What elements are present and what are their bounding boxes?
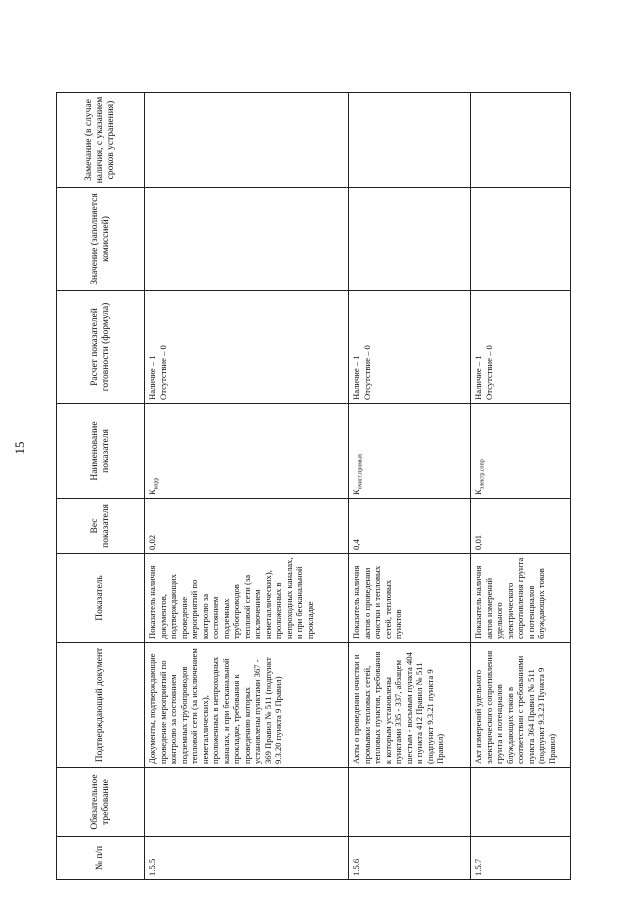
row-indicator: Показатель наличия актов о проведении очистки и тепловых сетей, тепловых пунктов: [349, 554, 471, 643]
row-note: [349, 93, 471, 188]
table-row: [145, 93, 349, 880]
row-note: [471, 93, 571, 188]
header-document: Подтверждающий документ: [57, 643, 145, 768]
row-indicator-name: [471, 404, 571, 499]
calc-present: Наличие – 1: [473, 355, 483, 400]
row-weight: 0,02: [145, 499, 349, 554]
row-indicator-name: [145, 404, 349, 499]
header-num: № п/п: [57, 837, 145, 880]
row-weight: 0,01: [471, 499, 571, 554]
row-requirement: [349, 768, 471, 837]
header-note: Замечание (в случае наличия, с указанием сроков устранения): [57, 93, 145, 188]
requirements-table-page: [56, 96, 570, 880]
row-note: [145, 93, 349, 188]
row-weight: 0,4: [349, 499, 471, 554]
table-row: [471, 93, 571, 880]
calc-absent: Отсутствие – 0: [361, 345, 372, 400]
header-requirement: Обязательное требование: [57, 768, 145, 837]
calc-absent: Отсутствие – 0: [157, 345, 168, 400]
page-number: 15: [12, 441, 27, 455]
header-calculation: Расчет показателей готовности (формула): [57, 291, 145, 404]
row-indicator: Показатель наличия актов измерений удельного электрического сопротивления грунта и потенциалов блуждающих токов: [471, 554, 571, 643]
row-num: 1.5.7: [471, 837, 571, 880]
header-value: Значение (заполняется комиссией): [57, 188, 145, 291]
requirements-table: [56, 92, 571, 880]
row-calculation: [349, 291, 471, 404]
row-value: [145, 188, 349, 291]
row-document: Документы, подтверждающие проведение мероприятий по контролю за состоянием подземных трубопроводов тепловой сети (за исключением неметаллических), проложенных в непроходных каналах, и при бесканальной прокладке, требования к проведению которых установлены пунктами 367 - 369 Правил № 511 (подпункт 9.3.20 пункта 9 Правил): [145, 643, 349, 768]
name-subscript: электр.сопр: [479, 459, 486, 490]
row-indicator-name: [349, 404, 471, 499]
row-indicator: Показатель наличия документов, подтверждающих проведение мероприятий по контролю за состоянием подземных трубопроводов тепловой сети (за исключением неметаллических), проложенных в непроходных каналах, и при бесканальной прокладке: [145, 554, 349, 643]
row-num: 1.5.5: [145, 837, 349, 880]
row-calculation: [145, 291, 349, 404]
header-indicator-name: Наименование показателя: [57, 404, 145, 499]
row-num: 1.5.6: [349, 837, 471, 880]
row-document: Акты о проведении очистки и промывки тепловых сетей, тепловых пунктов, требования к которым установлены пунктами 335 - 337, абзацем шестым - восьмым пункта 404 и пункта 412 Правил № 511 (подпункт 9.3.21 пункта 9 Правил): [349, 643, 471, 768]
name-main: К: [473, 489, 483, 495]
row-requirement: [145, 768, 349, 837]
row-value: [349, 188, 471, 291]
table-row: [349, 93, 471, 880]
row-calculation: [471, 291, 571, 404]
name-subscript: корр: [153, 477, 160, 490]
header-indicator: Показатель: [57, 554, 145, 643]
row-value: [471, 188, 571, 291]
table-header-row: [57, 93, 145, 880]
calc-present: Наличие – 1: [147, 355, 157, 400]
calc-absent: Отсутствие – 0: [483, 345, 494, 400]
row-document: Акт измерений удельного электрического сопротивления грунта и потенциалов блуждающих токов в соответствии с требованиями пункта 364 Правил № 511 (подпункт 9.3.23 Пункта 9 Правил): [471, 643, 571, 768]
name-main: К: [351, 489, 361, 495]
name-main: К: [147, 489, 157, 495]
row-requirement: [471, 768, 571, 837]
name-subscript: очист.промыв: [357, 454, 364, 490]
header-weight: Вес показателя: [57, 499, 145, 554]
calc-present: Наличие – 1: [351, 355, 361, 400]
